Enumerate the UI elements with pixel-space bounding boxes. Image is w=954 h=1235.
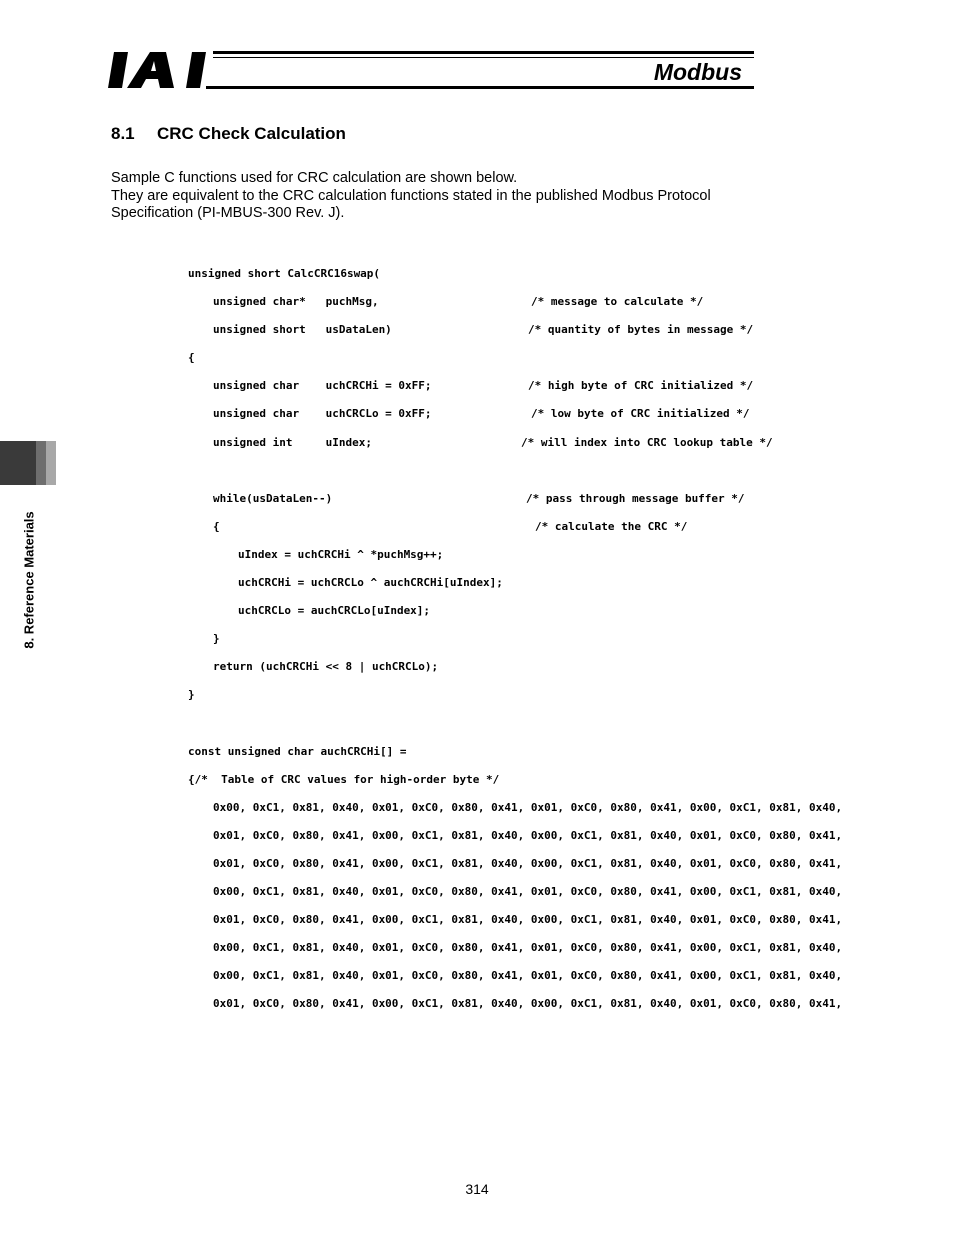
code-text: uchCRCLo = auchCRCLo[uIndex]; (238, 604, 431, 618)
code-comment: /* message to calculate */ (531, 295, 704, 309)
code-line (188, 573, 798, 601)
code-text: 0x00, 0xC1, 0x81, 0x40, 0x01, 0xC0, 0x80, 0x41, 0x01, 0xC0, 0x80, 0x41, 0x00, 0xC1, 0x81, 0x40, (213, 969, 843, 983)
page-number: 314 (465, 1181, 489, 1197)
code-text: unsigned char* puchMsg, (213, 295, 379, 309)
code-blank-line (188, 714, 798, 742)
code-line (188, 798, 843, 826)
code-comment: /* high byte of CRC initialized */ (528, 379, 754, 393)
code-line (188, 404, 798, 432)
code-text: {/* Table of CRC values for high-order byte */ (188, 772, 500, 786)
code-text: return (uchCRCHi << 8 | uchCRCLo); (213, 660, 439, 674)
code-text: } (188, 688, 195, 702)
code-text: while(usDataLen--) (213, 491, 333, 505)
code-text: 0x00, 0xC1, 0x81, 0x40, 0x01, 0xC0, 0x80, 0x41, 0x01, 0xC0, 0x80, 0x41, 0x00, 0xC1, 0x81, 0x40, (213, 941, 843, 955)
code-comment: /* low byte of CRC initialized */ (531, 407, 750, 421)
code-line (188, 489, 798, 517)
code-text: 0x01, 0xC0, 0x80, 0x41, 0x00, 0xC1, 0x81, 0x40, 0x00, 0xC1, 0x81, 0x40, 0x01, 0xC0, 0x80, 0x41, (213, 828, 843, 842)
code-line (188, 320, 798, 348)
code-text: } (213, 632, 220, 646)
header-rule-top (213, 51, 754, 54)
code-text: const unsigned char auchCRCHi[] = (188, 744, 407, 758)
code-text: { (188, 351, 195, 365)
code-line (188, 742, 798, 770)
code-listing (188, 264, 843, 1023)
code-line (188, 938, 843, 966)
code-line (188, 657, 798, 685)
code-text: unsigned short CalcCRC16swap( (188, 267, 381, 280)
code-line (188, 910, 843, 938)
intro-line: They are equivalent to the CRC calculation functions stated in the published Modbus Protocol Specification (PI-MBUS-300 Rev. J). (111, 187, 711, 221)
code-text: 0x01, 0xC0, 0x80, 0x41, 0x00, 0xC1, 0x81, 0x40, 0x00, 0xC1, 0x81, 0x40, 0x01, 0xC0, 0x80, 0x41, (213, 856, 843, 870)
code-text: 0x01, 0xC0, 0x80, 0x41, 0x00, 0xC1, 0x81, 0x40, 0x00, 0xC1, 0x81, 0x40, 0x01, 0xC0, 0x80, 0x41, (213, 997, 843, 1011)
code-line (188, 517, 798, 545)
code-text: 0x00, 0xC1, 0x81, 0x40, 0x01, 0xC0, 0x80, 0x41, 0x01, 0xC0, 0x80, 0x41, 0x00, 0xC1, 0x81, 0x40, (213, 800, 843, 814)
code-line (188, 545, 798, 573)
code-text: { (213, 519, 220, 533)
section-title: CRC Check Calculation (157, 124, 346, 143)
intro-line: Sample C functions used for CRC calculation are shown below. (111, 170, 518, 186)
document-title: Modbus (653, 59, 742, 85)
header-rule-bottom (206, 86, 754, 89)
intro-paragraph (111, 170, 791, 223)
code-line (188, 685, 798, 713)
code-line (188, 292, 798, 320)
code-comment: /* quantity of bytes in message */ (528, 323, 754, 337)
code-blank-line (188, 461, 798, 489)
code-line (188, 966, 843, 994)
code-text: unsigned char uchCRCLo = 0xFF; (213, 407, 432, 421)
chapter-tab-marker-light (46, 441, 56, 485)
code-comment: /* pass through message buffer */ (526, 491, 745, 505)
code-text: unsigned short usDataLen) (213, 323, 392, 337)
code-line (188, 433, 798, 461)
chapter-side-label: 8. Reference Materials (21, 511, 37, 649)
code-text: uIndex = uchCRCHi ^ *puchMsg++; (238, 547, 444, 561)
code-text: unsigned int uIndex; (213, 435, 372, 449)
chapter-tab-marker-mid (36, 441, 46, 485)
code-line (188, 770, 798, 798)
section-number: 8.1 (111, 124, 135, 143)
code-line (188, 854, 843, 882)
code-line (188, 348, 798, 376)
iai-logo (108, 50, 208, 90)
code-comment: /* calculate the CRC */ (535, 519, 688, 533)
chapter-tab-marker (0, 441, 36, 485)
code-line (188, 882, 843, 910)
code-line (188, 629, 798, 657)
code-line (188, 376, 798, 404)
code-comment: /* will index into CRC lookup table */ (521, 435, 773, 449)
iai-logo-graphic (108, 50, 208, 90)
code-text: unsigned char uchCRCHi = 0xFF; (213, 379, 432, 393)
code-line (188, 601, 798, 629)
code-line (188, 994, 843, 1022)
code-text: 0x00, 0xC1, 0x81, 0x40, 0x01, 0xC0, 0x80, 0x41, 0x01, 0xC0, 0x80, 0x41, 0x00, 0xC1, 0x81, 0x40, (213, 885, 843, 899)
code-text: uchCRCHi = uchCRCLo ^ auchCRCHi[uIndex]; (238, 576, 503, 590)
code-line (188, 264, 798, 292)
section-heading (111, 124, 346, 144)
code-text: 0x01, 0xC0, 0x80, 0x41, 0x00, 0xC1, 0x81, 0x40, 0x00, 0xC1, 0x81, 0x40, 0x01, 0xC0, 0x80, 0x41, (213, 913, 843, 927)
code-line (188, 826, 843, 854)
